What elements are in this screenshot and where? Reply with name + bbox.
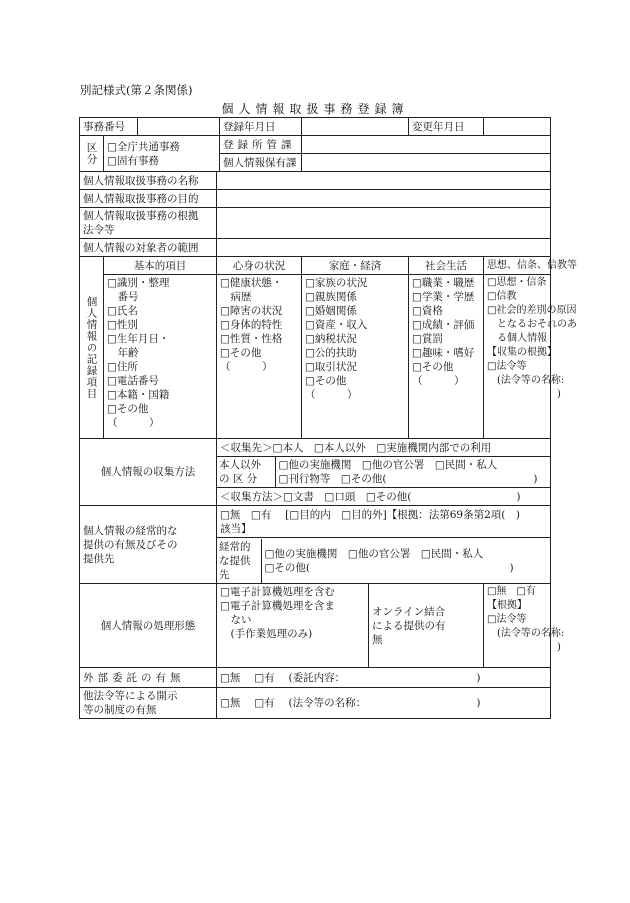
disclosure-value[interactable]: □無 □有 (法令等の名称： ) — [217, 688, 551, 719]
touroku-date-label: 登録年月日 — [220, 118, 302, 136]
collection-label: 個人情報の収集方法 — [80, 439, 217, 506]
collection-method[interactable]: ＜収集方法＞□文書 □口頭 □その他( ) — [217, 488, 551, 506]
category-item[interactable]: □障害の状況 — [220, 305, 283, 317]
category-item: る個人情報 — [487, 333, 547, 344]
touroku-date-field[interactable] — [302, 118, 409, 136]
online-law-name-close: ) — [487, 642, 561, 653]
online-label-2: による提供の有 — [372, 619, 446, 632]
processing-opt2-1[interactable]: □電子計算機処理を含ま — [220, 600, 335, 612]
category-item: ) — [487, 389, 561, 400]
purpose-field[interactable] — [217, 190, 551, 208]
category-item[interactable]: □身体的特性 — [220, 319, 283, 331]
category-item: （ ） — [305, 389, 358, 401]
collection-sub-line2[interactable]: □刊行物等 □その他( ) — [278, 473, 538, 485]
attachment-label: 別記様式(第２条関係) — [80, 83, 193, 97]
processing-opt1[interactable]: □電子計算機処理を含む — [220, 586, 335, 598]
basis-label-2: 法令等 — [83, 224, 115, 236]
provision-sub-label-3: 先 — [219, 568, 230, 581]
scope-label: 個人情報の対象者の範囲 — [80, 239, 217, 257]
provision-label-2: 提供の有無及びその — [83, 538, 178, 551]
category-item[interactable]: □本籍・国籍 — [107, 389, 170, 401]
category-item[interactable]: □その他 — [107, 403, 149, 415]
category-header: 社会生活 — [409, 257, 484, 275]
category-item: (法令等の名称: — [487, 375, 565, 386]
category-item[interactable]: □電話番号 — [107, 375, 159, 387]
category-item[interactable]: □性別 — [107, 319, 138, 331]
record-items-label: 個人情報の記録項目 — [80, 257, 104, 439]
online-label-1: オンライン結合 — [372, 605, 446, 618]
category-item[interactable]: □親族関係 — [305, 291, 357, 303]
category-items-family — [302, 275, 409, 439]
category-item: （ ） — [220, 361, 273, 373]
henkou-date-field[interactable] — [484, 118, 551, 136]
touroku-ka-field[interactable] — [302, 136, 551, 154]
category-item[interactable]: □識別・整理 — [107, 277, 170, 289]
basis-field[interactable] — [217, 208, 551, 239]
category-items-social — [409, 275, 484, 439]
processing-opt2-3: (手作業処理のみ) — [220, 628, 313, 640]
collection-sub-line1[interactable]: □他の実施機関 □他の官公署 □民間・私人 — [278, 459, 498, 471]
basis-label-1: 個人情報取扱事務の根拠 — [83, 210, 199, 222]
provision-sub-label-1: 経常的 — [219, 540, 251, 553]
henkou-date-label: 変更年月日 — [409, 118, 484, 136]
category-item[interactable]: □職業・職歴 — [412, 277, 475, 289]
outsourcing-value[interactable]: □無 □有 (委託内容： ) — [217, 668, 551, 688]
provision-label-1: 個人情報の経常的な — [83, 524, 178, 537]
registration-form — [79, 117, 577, 719]
category-header: 家庭・経済 — [302, 257, 409, 275]
provision-sub-label-2: な提供 — [219, 554, 251, 567]
collection-sub-label-1: 本人以外 — [219, 459, 261, 471]
category-item[interactable]: □その他 — [220, 347, 262, 359]
disclosure-label-1: 他法令等による開示 — [83, 690, 178, 702]
hoyuu-ka-field[interactable] — [302, 154, 551, 172]
category-item[interactable]: □公的扶助 — [305, 347, 357, 359]
category-items-basic — [104, 275, 217, 439]
category-item[interactable]: □取引状況 — [305, 361, 357, 373]
provision-sub-line2[interactable]: □その他( ) — [264, 561, 514, 574]
category-header: 心身の状況 — [217, 257, 302, 275]
online-law-name: (法令等の名称: — [487, 628, 565, 639]
provision-line1[interactable]: □無 □有 [□目的内 □目的外]【根拠：法第69条第2項( ) — [220, 508, 520, 521]
category-item: 年齢 — [107, 347, 139, 359]
processing-label: 個人情報の処理形態 — [80, 584, 217, 668]
category-item[interactable]: □賞罰 — [412, 333, 443, 345]
name-field[interactable] — [217, 172, 551, 190]
collection-line1[interactable]: ＜収集先＞□本人 □本人以外 □実施機関内部での利用 — [217, 439, 551, 457]
page-title: 個人情報取扱事務登録簿 — [221, 102, 409, 116]
online-label-3: 無 — [372, 633, 383, 646]
category-item[interactable]: □趣味・嗜好 — [412, 347, 475, 359]
online-opt[interactable]: □無 □有 — [487, 586, 536, 597]
purpose-label: 個人情報取扱事務の目的 — [80, 190, 217, 208]
jimu-bangou-field[interactable] — [138, 118, 220, 136]
checkbox-common-jimu[interactable]: □全庁共通事務 — [107, 140, 180, 153]
category-item: 病歴 — [220, 291, 252, 303]
provision-line2: 該当】 — [220, 522, 252, 535]
online-law-checkbox[interactable]: □法令等 — [487, 614, 527, 625]
category-item[interactable]: □婚姻関係 — [305, 305, 357, 317]
disclosure-label-2: 等の制度の有無 — [83, 704, 157, 716]
category-items-belief — [484, 275, 577, 439]
category-item[interactable]: □その他 — [412, 361, 454, 373]
category-item[interactable]: □生年月日・ — [107, 333, 170, 345]
provision-sub-line1[interactable]: □他の実施機関 □他の官公署 □民間・私人 — [264, 547, 484, 560]
category-item[interactable]: □健康状態・ — [220, 277, 283, 289]
category-item[interactable]: □法令等 — [487, 361, 527, 372]
category-item[interactable]: □その他 — [305, 375, 347, 387]
jimu-bangou-label: 事務番号 — [80, 118, 138, 136]
category-items-physical — [217, 275, 302, 439]
category-item[interactable]: □資産・収入 — [305, 319, 368, 331]
outsourcing-label: 外部委託の有無 — [80, 668, 217, 688]
hoyuu-ka-label: 個人情報保有課 — [220, 154, 302, 172]
processing-opt2-2: ない — [220, 614, 252, 626]
category-item[interactable]: □思想・信条 — [487, 277, 547, 288]
category-item: （ ） — [412, 375, 465, 387]
online-basis-label: 【根拠】 — [487, 600, 527, 611]
category-item[interactable]: □納税状況 — [305, 333, 357, 345]
category-item: となるおそれのあ — [487, 319, 577, 330]
category-item: 番号 — [107, 291, 139, 303]
checkbox-specific-jimu[interactable]: □固有事務 — [107, 154, 159, 167]
category-item[interactable]: □社会的差別の原因 — [487, 305, 577, 316]
category-item[interactable]: □成績・評価 — [412, 319, 475, 331]
category-item: 【収集の根拠】 — [487, 347, 557, 358]
category-item[interactable]: □資格 — [412, 305, 443, 317]
provision-label-3: 提供先 — [83, 552, 115, 565]
category-item[interactable]: □信教 — [487, 291, 517, 302]
scope-field[interactable] — [217, 239, 551, 257]
category-item[interactable]: □氏名 — [107, 305, 138, 317]
kubun-label: 区分 — [80, 136, 104, 172]
category-item[interactable]: □家族の状況 — [305, 277, 368, 289]
category-item[interactable]: □性質・性格 — [220, 333, 283, 345]
category-item: （ ） — [107, 417, 160, 429]
category-header: 基本的項目 — [104, 257, 217, 275]
category-item[interactable]: □住所 — [107, 361, 138, 373]
collection-sub-label-2: の 区 分 — [219, 473, 258, 485]
category-header: 思想、信条、信教等 — [484, 257, 551, 275]
category-item[interactable]: □学業・学歴 — [412, 291, 475, 303]
name-label: 個人情報取扱事務の名称 — [80, 172, 217, 190]
touroku-ka-label: 登録所管課 — [220, 136, 302, 154]
